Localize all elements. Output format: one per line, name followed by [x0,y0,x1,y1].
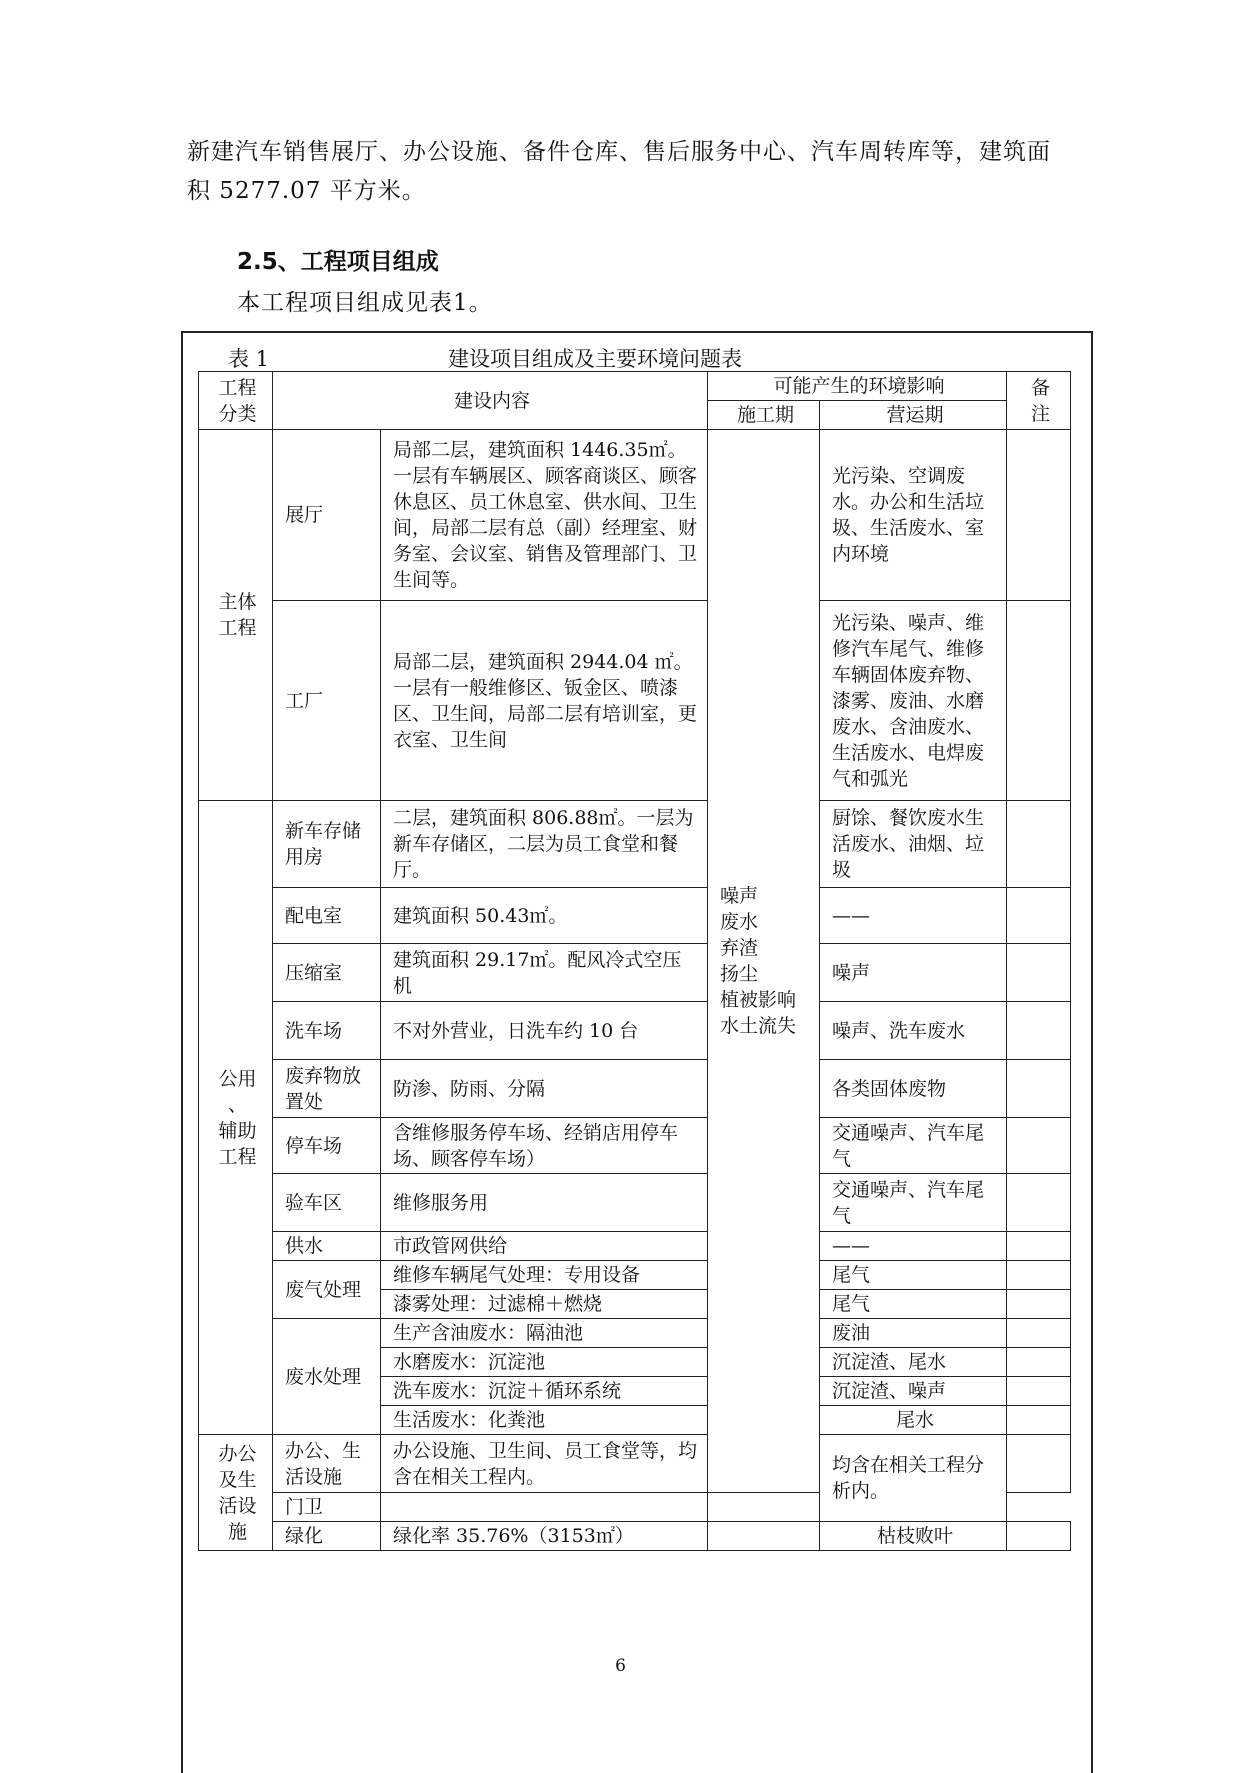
row-remark [1007,888,1071,944]
row-operation-impact: 均含在相关工程分析内。 [820,1435,1007,1522]
row-remark [1007,1174,1071,1232]
construction-empty [708,1522,820,1551]
row-remark [1007,1435,1071,1493]
row-content: 二层，建筑面积 806.88㎡。一层为新车存储区，二层为员工食堂和餐厅。 [381,801,708,888]
page-number: 6 [615,1656,626,1676]
row-content: 防渗、防雨、分隔 [381,1060,708,1118]
header-operation: 营运期 [820,401,1007,430]
row-name: 停车场 [273,1118,381,1174]
row-operation-impact: 噪声、洗车废水 [820,1002,1007,1060]
header-impact: 可能产生的环境影响 [708,372,1007,401]
row-name: 供水 [273,1232,381,1261]
header-category: 工程 分类 [199,372,273,430]
group-aux: 公用 、 辅助 工程 [199,801,273,1435]
row-operation-impact: 交通噪声、汽车尾气 [820,1118,1007,1174]
row-operation-impact: 尾气 [820,1261,1007,1290]
row-content: 建筑面积 50.43㎡。 [381,888,708,944]
row-content: 生产含油废水：隔油池 [381,1319,708,1348]
row-content: 漆雾处理：过滤棉＋燃烧 [381,1290,708,1319]
row-operation-impact: 沉淀渣、噪声 [820,1377,1007,1406]
row-name: 绿化 [273,1522,381,1551]
row-remark [1007,1002,1071,1060]
table-title: 建设项目组成及主要环境问题表 [448,347,742,371]
row-content: 洗车废水：沉淀＋循环系统 [381,1377,708,1406]
construction-impacts: 噪声 废水 弃渣 扬尘 植被影响 水土流失 [708,430,820,1493]
row-operation-impact: 交通噪声、汽车尾气 [820,1174,1007,1232]
row-name: 办公、生活设施 [273,1435,381,1493]
row-operation-impact: —— [820,1232,1007,1261]
row-name: 展厅 [273,430,381,601]
row-content: 局部二层，建筑面积 2944.04 ㎡。一层有一般维修区、钣金区、喷漆区、卫生间，局部二层有培训室，更衣室、卫生间 [381,601,708,801]
row-content: 办公设施、卫生间、员工食堂等，均含在相关工程内。 [381,1435,708,1493]
row-operation-impact: 沉淀渣、尾水 [820,1348,1007,1377]
row-name: 洗车场 [273,1002,381,1060]
row-remark [708,1493,820,1522]
row-remark [1007,1319,1071,1348]
row-operation-impact: 各类固体废物 [820,1060,1007,1118]
row-content: 含维修服务停车场、经销店用停车场、顾客停车场） [381,1118,708,1174]
row-remark [1007,1118,1071,1174]
row-remark [1007,1060,1071,1118]
row-operation-impact: 光污染、噪声、维修汽车尾气、维修车辆固体废弃物、漆雾、废油、水磨废水、含油废水、生活废水、电焊废气和弧光 [820,601,1007,801]
group-office: 办公 及生 活设 施 [199,1435,273,1551]
row-operation-impact: 光污染、空调废水。办公和生活垃圾、生活废水、室内环境 [820,430,1007,601]
row-content: 建筑面积 29.17㎡。配风冷式空压机 [381,944,708,1002]
row-remark [1007,944,1071,1002]
row-operation-impact: 枯枝败叶 [820,1522,1007,1551]
project-composition-table [198,371,1071,1551]
row-name: 验车区 [273,1174,381,1232]
row-remark [1007,1406,1071,1435]
row-content: 维修服务用 [381,1174,708,1232]
row-name: 废气处理 [273,1261,381,1319]
row-operation-impact: 废油 [820,1319,1007,1348]
row-content: 市政管网供给 [381,1232,708,1261]
row-remark [1007,801,1071,888]
row-remark [1007,1261,1071,1290]
row-operation-impact: 噪声 [820,944,1007,1002]
row-name: 废弃物放置处 [273,1060,381,1118]
row-content: 水磨废水：沉淀池 [381,1348,708,1377]
row-name: 工厂 [273,601,381,801]
row-name: 压缩室 [273,944,381,1002]
row-remark [1007,1232,1071,1261]
row-operation-impact: 尾气 [820,1290,1007,1319]
header-construction: 施工期 [708,401,820,430]
row-remark [1007,1290,1071,1319]
row-content: 局部二层，建筑面积 1446.35㎡。一层有车辆展区、顾客商谈区、顾客休息区、员工休息室、供水间、卫生间，局部二层有总（副）经理室、财务室、会议室、销售及管理部门、卫生间等。 [381,430,708,601]
row-name: 配电室 [273,888,381,944]
row-name: 门卫 [273,1493,381,1522]
header-content: 建设内容 [273,372,708,430]
row-remark [1007,601,1071,801]
row-name: 新车存储用房 [273,801,381,888]
row-remark [1007,430,1071,601]
group-main: 主体 工程 [199,430,273,801]
row-content: 不对外营业，日洗车约 10 台 [381,1002,708,1060]
header-remark: 备 注 [1007,372,1071,430]
intro-line-1: 新建汽车销售展厅、办公设施、备件仓库、售后服务中心、汽车周转库等，建筑面 [187,139,1051,165]
row-content: 维修车辆尾气处理：专用设备 [381,1261,708,1290]
row-content: 生活废水：化粪池 [381,1406,708,1435]
row-operation-impact: 尾水 [820,1406,1007,1435]
row-remark [1007,1522,1071,1551]
table-number: 表 1 [228,347,270,371]
row-operation-impact: 厨馀、餐饮废水生活废水、油烟、垃圾 [820,801,1007,888]
row-remark [1007,1348,1071,1377]
row-operation-impact: —— [820,888,1007,944]
row-content [381,1493,708,1522]
section-sentence: 本工程项目组成见表1。 [237,290,493,316]
intro-line-2: 积 5277.07 平方米。 [187,178,426,204]
section-heading: 2.5、工程项目组成 [237,249,439,275]
row-content: 绿化率 35.76%（3153㎡） [381,1522,708,1551]
row-remark [1007,1377,1071,1406]
row-name: 废水处理 [273,1319,381,1435]
